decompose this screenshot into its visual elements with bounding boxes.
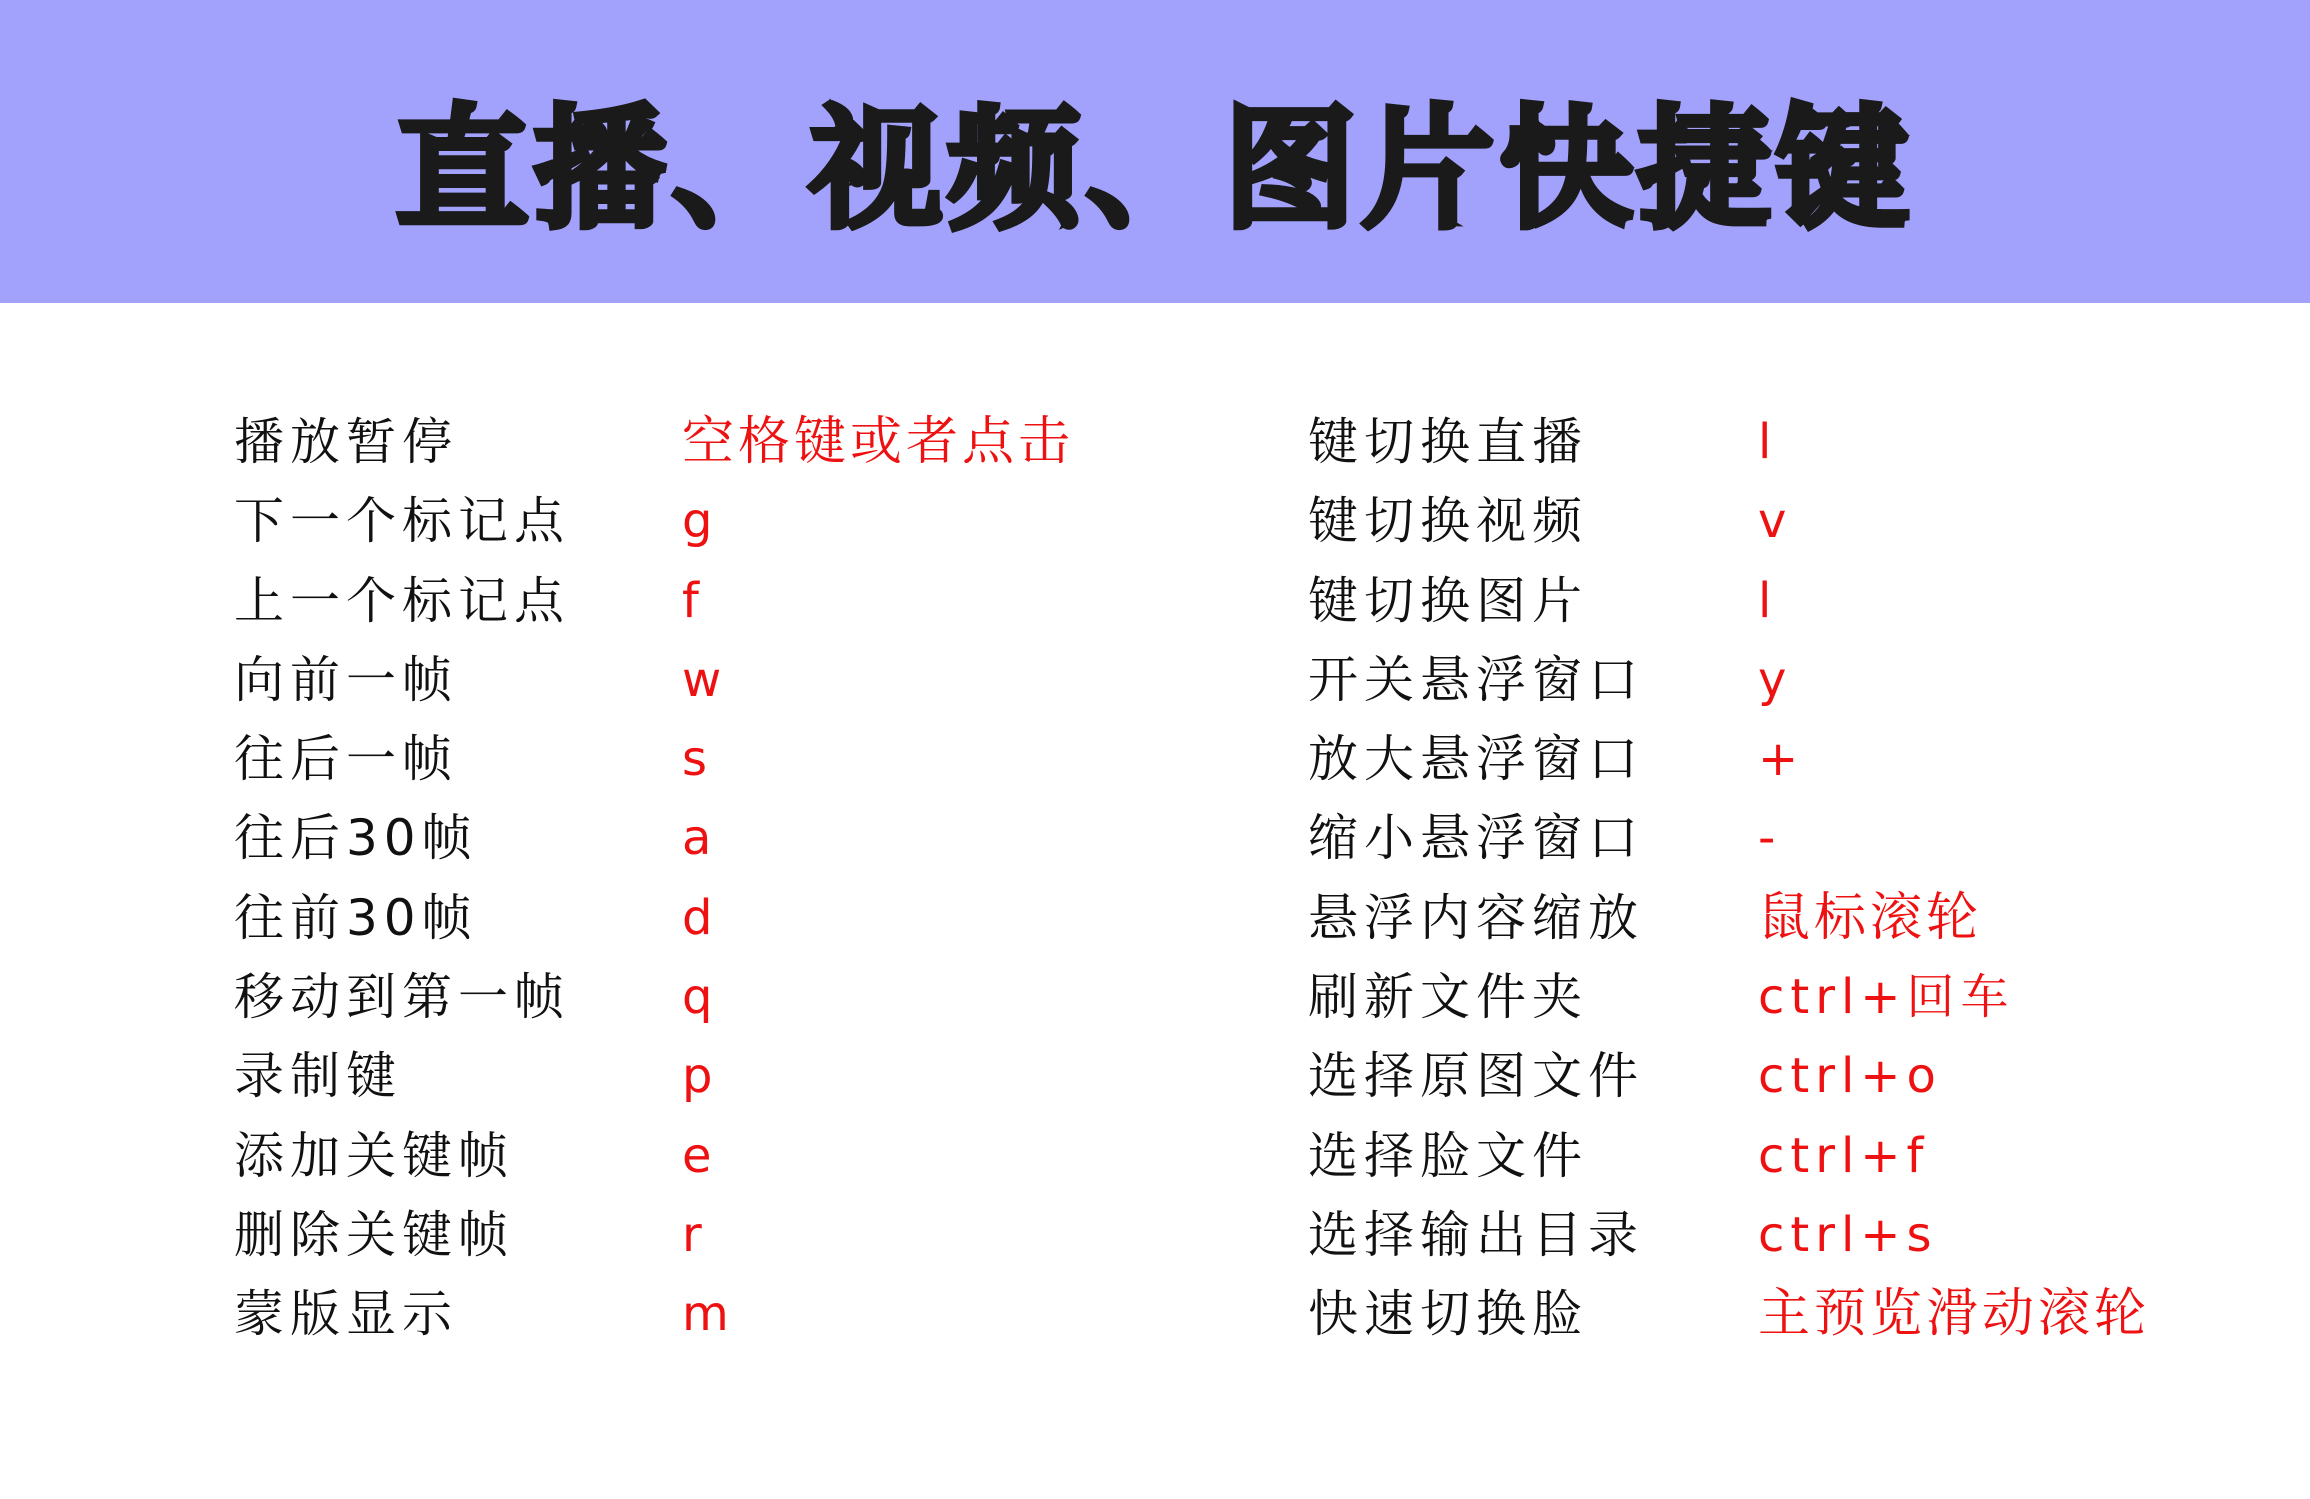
shortcut-key: p bbox=[682, 1048, 719, 1105]
shortcut-key: a bbox=[682, 810, 718, 867]
shortcut-row bbox=[234, 879, 1234, 958]
shortcut-row bbox=[234, 403, 1234, 482]
shortcut-action: 播放暂停 bbox=[234, 413, 458, 471]
shortcut-action: 删除关键帧 bbox=[234, 1205, 514, 1264]
shortcut-row bbox=[1308, 562, 2308, 641]
shortcut-row bbox=[234, 641, 1234, 720]
shortcut-action: 键切换图片 bbox=[1308, 571, 1588, 630]
shortcut-row bbox=[1308, 879, 2308, 958]
shortcut-key: m bbox=[682, 1286, 735, 1343]
shortcut-action: 悬浮内容缩放 bbox=[1308, 888, 1644, 947]
header-banner bbox=[0, 0, 2310, 303]
shortcut-row bbox=[1308, 403, 2308, 482]
shortcut-key: ctrl+回车 bbox=[1758, 969, 2015, 1026]
shortcut-key: r bbox=[682, 1206, 708, 1263]
shortcut-action: 选择原图文件 bbox=[1308, 1047, 1644, 1106]
shortcut-action: 放大悬浮窗口 bbox=[1308, 730, 1644, 789]
shortcut-key: 空格键或者点击 bbox=[682, 412, 1075, 472]
shortcut-row bbox=[1308, 641, 2308, 720]
shortcut-key: + bbox=[1758, 731, 1805, 788]
shortcut-key: 主预览滑动滚轮 bbox=[1758, 1284, 2151, 1345]
shortcut-key: e bbox=[682, 1127, 718, 1184]
shortcut-key: v bbox=[1758, 493, 1793, 550]
shortcut-key: s bbox=[682, 731, 714, 788]
shortcut-row bbox=[1308, 1037, 2308, 1116]
shortcut-action: 缩小悬浮窗口 bbox=[1308, 809, 1644, 868]
shortcut-key: l bbox=[1758, 414, 1778, 470]
shortcut-row bbox=[1308, 958, 2308, 1037]
shortcut-key: ctrl+o bbox=[1758, 1048, 1942, 1105]
shortcut-key: f bbox=[682, 572, 705, 629]
shortcut-key: w bbox=[682, 651, 728, 708]
shortcut-row bbox=[234, 1275, 1234, 1354]
shortcut-action: 添加关键帧 bbox=[234, 1126, 514, 1185]
shortcut-row bbox=[1308, 1117, 2308, 1196]
shortcut-action: 下一个标记点 bbox=[234, 492, 570, 551]
shortcut-row bbox=[234, 1037, 1234, 1116]
shortcut-action: 录制键 bbox=[234, 1047, 402, 1106]
shortcut-key: ctrl+s bbox=[1758, 1206, 1938, 1263]
shortcut-row bbox=[234, 562, 1234, 641]
shortcut-row bbox=[234, 482, 1234, 561]
shortcut-key: 鼠标滚轮 bbox=[1758, 887, 1983, 948]
shortcut-row bbox=[234, 958, 1234, 1037]
shortcut-action: 往后30帧 bbox=[234, 809, 478, 868]
shortcut-action: 键切换直播 bbox=[1308, 413, 1588, 471]
shortcut-row bbox=[1308, 720, 2308, 799]
shortcut-action: 选择输出目录 bbox=[1308, 1205, 1644, 1264]
shortcut-action: 开关悬浮窗口 bbox=[1308, 650, 1644, 709]
shortcut-row bbox=[1308, 1275, 2308, 1354]
shortcut-key: q bbox=[682, 969, 719, 1026]
shortcut-list-left bbox=[234, 403, 1234, 1355]
shortcut-action: 刷新文件夹 bbox=[1308, 968, 1588, 1027]
shortcut-key: - bbox=[1758, 810, 1782, 867]
shortcut-action: 移动到第一帧 bbox=[234, 968, 570, 1027]
shortcut-key: d bbox=[682, 889, 719, 946]
shortcut-row bbox=[234, 1117, 1234, 1196]
shortcut-row bbox=[1308, 482, 2308, 561]
shortcut-row bbox=[234, 720, 1234, 799]
shortcut-action: 快速切换脸 bbox=[1308, 1285, 1588, 1344]
shortcut-key: ctrl+f bbox=[1758, 1127, 1930, 1184]
shortcut-action: 选择脸文件 bbox=[1308, 1126, 1588, 1185]
shortcut-key: l bbox=[1758, 572, 1778, 629]
shortcut-key: y bbox=[1758, 651, 1793, 708]
page-title: 直播、视频、图片快捷键 bbox=[396, 93, 1914, 247]
shortcut-action: 蒙版显示 bbox=[234, 1285, 458, 1344]
shortcut-row bbox=[1308, 799, 2308, 878]
shortcut-row bbox=[234, 1196, 1234, 1275]
shortcut-row bbox=[1308, 1196, 2308, 1275]
shortcut-key: g bbox=[682, 493, 719, 550]
shortcut-list-right bbox=[1308, 403, 2308, 1355]
shortcut-action: 往前30帧 bbox=[234, 888, 478, 947]
shortcut-action: 上一个标记点 bbox=[234, 571, 570, 630]
shortcut-action: 往后一帧 bbox=[234, 730, 458, 789]
shortcut-action: 向前一帧 bbox=[234, 650, 458, 709]
shortcut-action: 键切换视频 bbox=[1308, 492, 1588, 551]
shortcut-row bbox=[234, 799, 1234, 878]
